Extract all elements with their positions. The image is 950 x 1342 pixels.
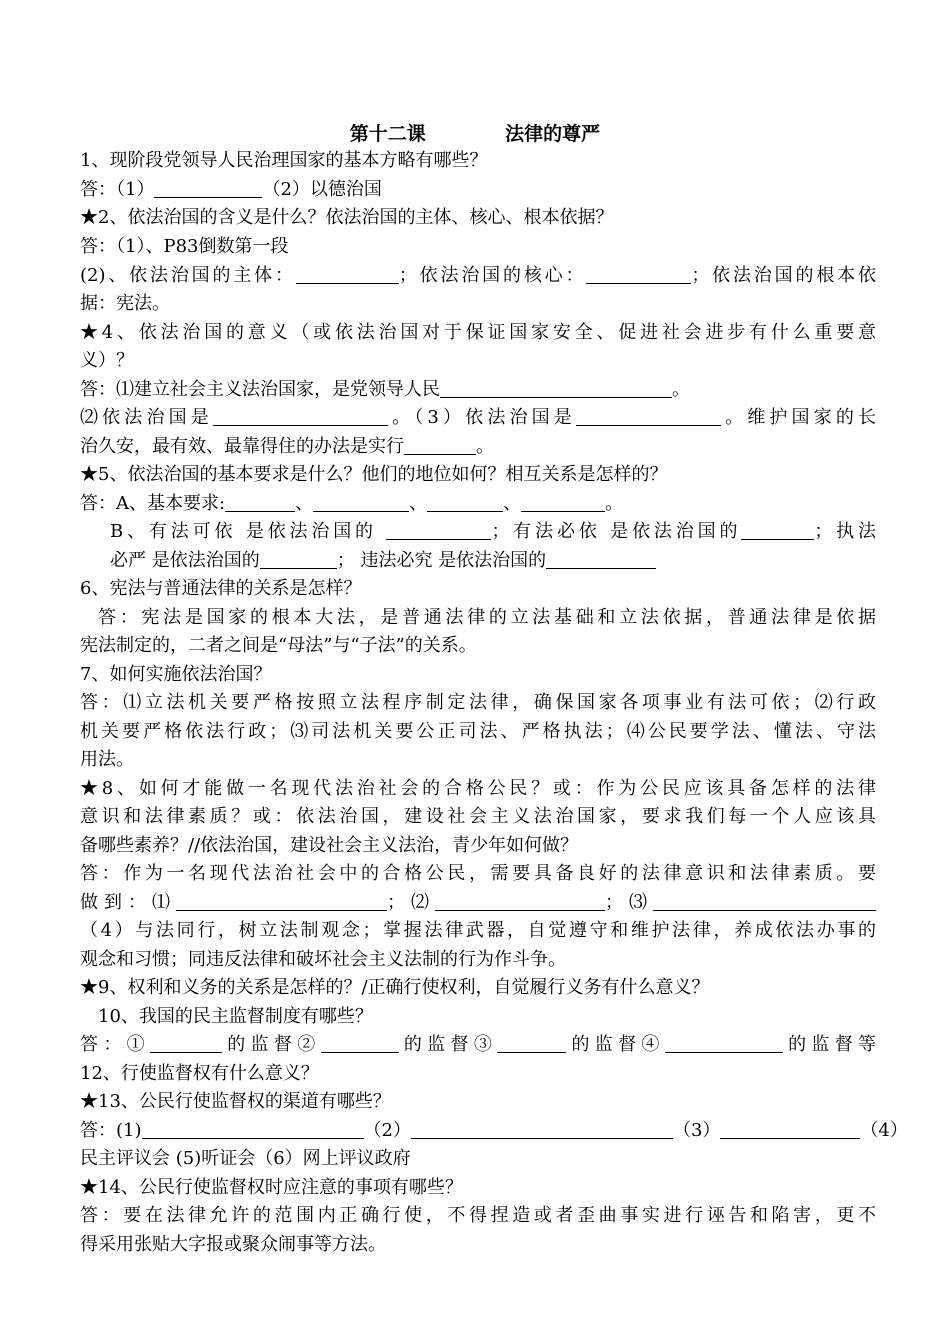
answer-blank[interactable] (497, 1032, 566, 1053)
text-line (80, 461, 876, 489)
line-text: ⑵依法治国是 (80, 407, 213, 428)
line-text: 、 (409, 493, 428, 514)
line-text: 。 (605, 493, 624, 514)
answer-blank[interactable] (576, 405, 721, 426)
text-line (80, 1145, 876, 1173)
line-text: 民主评议会 (5)听证会（6）网上评议政府 (80, 1148, 411, 1169)
text-line (80, 1174, 876, 1202)
text-line (80, 718, 876, 746)
line-text: ； 违法必究 是依法治国的 (336, 550, 547, 571)
text-line (80, 832, 876, 860)
line-text: 答：宪法是国家的根本大法，是普通法律的立法基础和立法依据，普通法律是依据 (98, 607, 876, 628)
text-line (80, 889, 876, 917)
answer-blank[interactable] (586, 263, 691, 284)
text-line (80, 775, 876, 803)
line-text: ★9、权利和义务的关系是怎样的？/正确行使权利，自觉履行义务有什么意义？ (80, 977, 710, 998)
line-text: 宪法制定的，二者之间是“母法”与“子法”的关系。 (80, 635, 477, 656)
line-text: ；依法治国的根本依 (691, 265, 877, 286)
answer-blank[interactable] (296, 263, 399, 284)
text-line (110, 518, 876, 546)
text-line (80, 490, 876, 518)
answer-blank[interactable] (150, 1032, 222, 1053)
line-text: 的监督等 (782, 1034, 877, 1055)
answer-blank[interactable] (546, 548, 656, 569)
line-text: （3） (672, 1120, 721, 1141)
line-text: ★13、公民行使监督权的渠道有哪些？ (80, 1091, 391, 1112)
answer-blank[interactable] (321, 1032, 399, 1053)
text-line (80, 803, 876, 831)
line-text: 备哪些素养？//依法治国，建设社会主义法治，青少年如何做？ (80, 835, 579, 856)
text-line (80, 233, 876, 261)
text-line (80, 632, 876, 660)
line-text: 义）？ (80, 350, 134, 371)
text-line (80, 433, 876, 461)
line-text: ；⑵ (387, 892, 435, 913)
text-line (80, 917, 876, 945)
line-text: (2)、依法治国的主体： (80, 265, 296, 286)
line-text: ；执法 (814, 521, 876, 542)
text-line (80, 204, 876, 232)
line-text: 的监督④ (566, 1034, 665, 1055)
line-text: 10、我国的民主监督制度有哪些？ (98, 1006, 373, 1027)
answer-blank[interactable] (653, 890, 876, 911)
line-text: 答：作为一名现代法治社会中的合格公民，需要具备良好的法律意识和法律素质。要 (80, 863, 876, 884)
answer-blank[interactable] (440, 377, 672, 398)
text-line (98, 1003, 876, 1031)
answer-blank[interactable] (427, 491, 503, 512)
line-text: 做到：⑴ (80, 892, 176, 913)
answer-blank[interactable] (411, 1118, 673, 1139)
answer-blank[interactable] (213, 405, 388, 426)
line-text: 12、行使监督权有什么意义？ (80, 1063, 319, 1084)
line-text: ★14、公民行使监督权时应注意的事项有哪些？ (80, 1177, 463, 1198)
text-line (80, 290, 876, 318)
line-text: 观念和习惯；同违反法律和破坏社会主义法制的行为作斗争。 (80, 949, 566, 970)
line-text: 答：⑴建立社会主义法治国家，是党领导人民 (80, 379, 440, 400)
text-line (80, 1060, 876, 1088)
text-line (80, 319, 876, 347)
line-text: ★2、依法治国的含义是什么？依法治国的主体、核心、根本依据？ (80, 207, 614, 228)
line-text: 据：宪法。 (80, 293, 170, 314)
text-line (80, 1117, 908, 1145)
answer-blank[interactable] (435, 890, 605, 911)
text-line (80, 404, 876, 432)
line-text: 。 (672, 379, 690, 400)
line-text: 1、现阶段党领导人民治理国家的基本方略有哪些？ (80, 150, 488, 171)
line-text: 答：⑴立法机关要严格按照立法程序制定法律，确保国家各项事业有法可依；⑵行政 (80, 692, 876, 713)
line-text: 答：① (80, 1034, 150, 1055)
answer-blank[interactable] (521, 491, 605, 512)
text-line (80, 575, 876, 603)
text-line (80, 376, 876, 404)
answer-blank[interactable] (665, 1032, 783, 1053)
line-text: ；有法必依 是依法治国的 (491, 521, 742, 542)
text-line (80, 746, 876, 774)
text-line (110, 547, 876, 575)
page-title: 第十二课 法律的尊严 (349, 123, 601, 145)
line-text: 。（3）依法治国是 (387, 407, 576, 428)
line-text: 答：A、基本要求: (80, 493, 226, 514)
line-text: 用法。 (80, 749, 134, 770)
line-text: ；依法治国的核心： (398, 265, 587, 286)
line-text: 答：（1） (80, 179, 155, 200)
answer-blank[interactable] (142, 1118, 364, 1139)
text-line (80, 347, 876, 375)
line-text: ；⑶ (605, 892, 653, 913)
answer-blank[interactable] (225, 491, 295, 512)
text-line (80, 860, 876, 888)
line-text: ★5、依法治国的基本要求是什么？他们的地位如何？相互关系是怎样的？ (80, 464, 668, 485)
answer-blank[interactable] (386, 519, 491, 540)
line-text: 7、如何实施依法治国？ (80, 664, 272, 685)
text-line (80, 1202, 876, 1230)
line-text: 答：(1) (80, 1120, 142, 1141)
line-text: （2）以德治国 (262, 179, 382, 200)
line-text: 治久安，最有效、最靠得住的办法是实行 (80, 436, 404, 457)
text-line (80, 1088, 876, 1116)
line-text: 得采用张贴大字报或聚众闹事等方法。 (80, 1234, 386, 1255)
line-text: 。维护国家的长 (720, 407, 877, 428)
answer-blank[interactable] (176, 890, 387, 911)
line-text: 、 (503, 493, 522, 514)
text-line (80, 262, 876, 290)
text-line (80, 974, 876, 1002)
line-text: 答：（1）、P83倒数第一段 (80, 236, 289, 257)
line-text: ★4、依法治国的意义（或依法治国对于保证国家安全、促进社会进步有什么重要意 (80, 322, 876, 343)
text-line (80, 1031, 876, 1059)
text-line (80, 147, 876, 175)
answer-blank[interactable] (720, 1118, 860, 1139)
line-text: 6、宪法与普通法律的关系是怎样？ (80, 578, 362, 599)
answer-blank[interactable] (404, 434, 476, 455)
line-text: 必严 是依法治国的 (110, 550, 260, 571)
line-text: 机关要严格依法行政；⑶司法机关要公正司法、严格执法；⑷公民要学法、懂法、守法 (80, 721, 876, 742)
line-text: B、有法可依 是依法治国的 (110, 521, 387, 542)
line-text: （4）与法同行，树立法制观念；掌握法律武器，自觉遵守和维护法律，养成依法办事的 (80, 920, 876, 941)
line-text: 意识和法律素质？或：依法治国，建设社会主义法治国家，要求我们每一个人应该具 (80, 806, 876, 827)
answer-blank[interactable] (260, 548, 337, 569)
line-text: 。 (476, 436, 494, 457)
text-line (80, 1231, 876, 1259)
answer-blank[interactable] (154, 177, 262, 198)
text-line (80, 946, 876, 974)
text-line (98, 604, 876, 632)
text-line (80, 689, 876, 717)
answer-blank[interactable] (741, 519, 814, 540)
line-text: 、 (295, 493, 314, 514)
line-text: 的监督③ (398, 1034, 498, 1055)
line-text: ★8、如何才能做一名现代法治社会的合格公民？或：作为公民应该具备怎样的法律 (80, 778, 876, 799)
line-text: 的监督② (221, 1034, 321, 1055)
text-line (80, 176, 876, 204)
line-text: （2） (363, 1120, 411, 1141)
answer-blank[interactable] (313, 491, 409, 512)
line-text: （4） (860, 1120, 908, 1141)
line-text: 答：要在法律允许的范围内正确行使，不得捏造或者歪曲事实进行诬告和陷害，更不 (80, 1205, 876, 1226)
text-line (80, 661, 876, 689)
